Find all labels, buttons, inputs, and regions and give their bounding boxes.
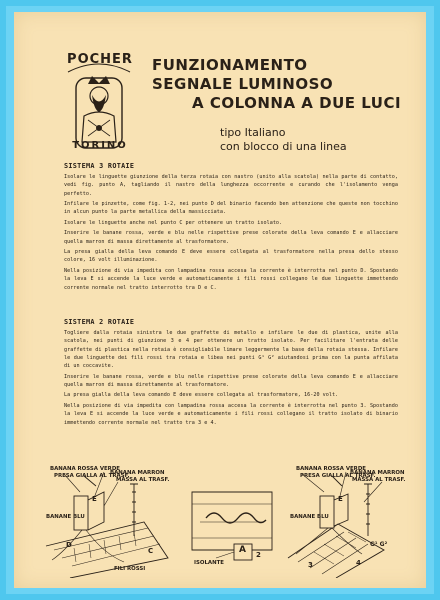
mark-4: 4 [356,559,361,567]
section-2-paragraph: La presa gialla della leva comando E deve essere collegata al trasformatore, 16-20 volt. [64,392,339,399]
title-line-2: SEGNALE LUMINOSO [152,75,334,93]
subtitle-line-2: con blocco di una linea [220,140,347,153]
label-banane-blu: BANANE BLU [46,514,85,520]
brand-city: TORINO [72,140,128,151]
subtitle-line-1: tipo Italiano [220,126,286,139]
mark-e: E [338,495,343,503]
section-1-paragraph: Inserire le banane rossa, verde e blu nelle rispettive prese colorate della leva comando E e allacciare quella marron di massa direttamente al trasformatore. [64,230,398,245]
label-isolante: ISOLANTE [194,560,224,566]
mark-g: G¹ G² [370,541,388,548]
center-track-diagram [192,492,272,560]
section-1-paragraph: Infilare le pinzette, come fig. 1-2, nei punto D del binario facendo ben attenzione che queste non tocchino in alcun punto la parte metallica della massicciata. [64,201,398,216]
label-massa: MASSA AL TRASF. [116,477,170,483]
label-banana-marron: BANANA MARRON [110,470,165,476]
wiring-diagrams [44,462,404,578]
section-1-body [64,173,398,294]
right-wiring-diagram [288,472,384,578]
title-line-1: FUNZIONAMENTO [152,56,308,74]
section-1-paragraph: Isolare le linguette anche nel punto C per ottenere un tratto isolato. [64,219,283,226]
label-banana-marron: BANANA MARRON [350,470,405,476]
page-title [152,56,422,113]
mark-3: 3 [308,561,313,569]
label-banana-rossa-verde: BANANA ROSSA VERDE [50,466,120,472]
diagram-artwork [44,462,404,578]
section-2-paragraph: Inserire le banane rossa, verde e blu nelle rispettive prese colorate della leva comando E e allacciare quella marron di massa direttamente al trasformatore. [64,373,398,388]
brand-name: POCHER [67,52,133,67]
mark-2: 2 [256,551,261,559]
section-2-paragraph: Nella posizione di via impedita con lampadina rossa accesa la corrente è interrotta nel punto 3. Spostando la leva E si accende la luce verde e automaticamente i fili rossi collegano il tratto isolato di binario immettendo corrente normale nel tratto tra 3 e 4. [64,402,398,426]
label-presa-gialla: PRESA GIALLA AL TRASF. [54,473,130,479]
label-presa-gialla: PRESA GIALLA AL TRASF. [300,473,376,479]
mark-d: D [66,541,72,549]
mark-a: A [239,545,246,555]
section-2-heading: SISTEMA 2 ROTAIE [64,318,135,326]
instruction-sheet [14,12,426,588]
mark-e: E [92,495,97,503]
left-wiring-diagram [46,472,168,578]
section-2-paragraph: Togliere dalla rotaia sinistra le due graffette di metallo e infilare le due di plastica, unite alla scatola, nei punti di giunzione 3 e 4 per ottenere un tratto isolato. Per facilitare l'entrata delle graffette di plastica nella rotaia è consigliabile limare leggermente la base della rotaia stessa. Infilare le due linguette dei fili rossi tra rotaia e libea nei punti G¹ G² aiutandosi prima con la punta affilata di un coccavite. [64,330,398,370]
title-line-3: A COLONNA A DUE LUCI [192,94,402,112]
mark-c: C [148,547,154,555]
section-1-paragraph: La presa gialla della leva comando E deve essere collegata al trasformatore nella presa dello stesso colore, 16 volt illuminazione. [64,249,398,264]
label-banane-blu: BANANE BLU [290,514,329,520]
section-1-heading: SISTEMA 3 ROTAIE [64,162,135,170]
subtitle [220,126,410,154]
section-1-paragraph: Isolare le linguette giunzione della terza rotaia con nastro (unito alla scatola) nella parte di contatto, vedi fig. punto A, tagliando il nastro della lunghezza occorrente e curando che l'isolamento venga perfetto. [64,174,398,197]
label-fili-rossi: FILI ROSSI [114,566,146,572]
section-2-body [64,329,398,429]
label-banana-rossa-verde: BANANA ROSSA VERDE [296,466,366,472]
label-massa: MASSA AL TRASF. [352,477,406,483]
section-1-paragraph: Nella posizione di via impedita con lampadina rossa accesa la corrente è interrotta nel punto D. Spostando la leva E si accende la luce verde e automaticamente i fili rossi collegano le due linguette immettendo corrente normale nel tratto interrotto tra D e C. [64,267,398,291]
